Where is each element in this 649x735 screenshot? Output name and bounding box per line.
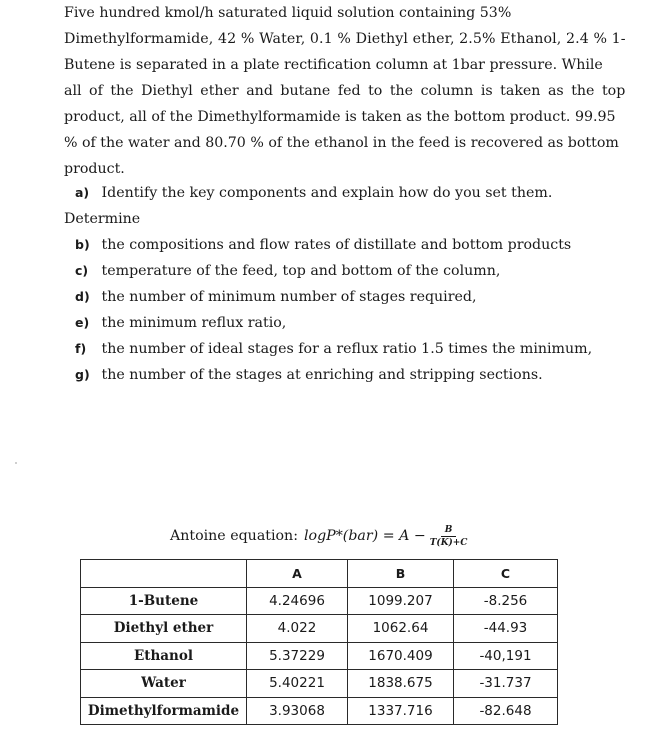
- problem-line-3: Butene is separated in a plate rectification column at 1bar pressure. While: [64, 57, 603, 73]
- question-f: [75, 336, 592, 362]
- problem-line-7: product.: [64, 161, 125, 177]
- question-text: the number of ideal stages for a reflux ratio 1.5 times the minimum,: [101, 341, 593, 357]
- problem-line-4: all of the Diethyl ether and butane fed to the column is taken as the top: [64, 83, 626, 99]
- word: containing: [399, 5, 476, 21]
- question-e: [75, 310, 286, 336]
- table-row: [81, 587, 558, 615]
- component-name: Diethyl ether: [81, 615, 247, 643]
- word: solution: [337, 5, 395, 21]
- question-text: the number of the stages at enriching and stripping sections.: [101, 367, 543, 383]
- antoine-lhs: logP*(bar) = A −: [303, 528, 426, 544]
- problem-statement: [64, 0, 626, 182]
- value-a: 5.37229: [247, 642, 348, 670]
- table-row: [81, 697, 558, 725]
- question-label: c): [75, 263, 89, 278]
- value-c: -44.93: [454, 615, 558, 643]
- word: saturated: [218, 5, 288, 21]
- question-d: [75, 284, 477, 310]
- question-text: the compositions and flow rates of distillate and bottom products: [101, 237, 572, 253]
- question-a: [75, 180, 552, 206]
- value-b: 1670.409: [348, 642, 454, 670]
- header-cell: C: [454, 560, 558, 588]
- question-label: e): [75, 315, 90, 330]
- value-a: 3.93068: [247, 697, 348, 725]
- determine-heading: Determine: [64, 211, 141, 227]
- word: Five: [64, 5, 95, 21]
- antoine-label: Antoine equation:: [170, 528, 298, 544]
- header-cell: B: [348, 560, 454, 588]
- value-c: -82.648: [454, 697, 558, 725]
- value-c: -31.737: [454, 670, 558, 698]
- question-label: g): [75, 367, 90, 382]
- value-a: 4.24696: [247, 587, 348, 615]
- question-b: [75, 232, 571, 258]
- component-name: Ethanol: [81, 642, 247, 670]
- value-b: 1099.207: [348, 587, 454, 615]
- question-label: d): [75, 289, 90, 304]
- antoine-denominator: T(K)+C: [429, 537, 468, 548]
- antoine-numerator: B: [441, 525, 457, 537]
- word: kmol/h: [164, 5, 214, 21]
- antoine-formula: [304, 525, 468, 548]
- problem-line-5: product, all of the Dimethylformamide is taken as the bottom product. 99.95: [64, 109, 616, 125]
- value-a: 5.40221: [247, 670, 348, 698]
- component-name: 1-Butene: [81, 587, 247, 615]
- question-text: the number of minimum number of stages required,: [101, 289, 477, 305]
- table-header-row: [81, 560, 558, 588]
- component-name: Water: [81, 670, 247, 698]
- problem-line-2: Dimethylformamide, 42 % Water, 0.1 % Diethyl ether, 2.5% Ethanol, 2.4 % 1-: [64, 31, 626, 47]
- table-row: [81, 642, 558, 670]
- word: 53%: [479, 5, 512, 21]
- question-g: [75, 362, 543, 388]
- question-text: temperature of the feed, top and bottom of the column,: [101, 263, 501, 279]
- value-a: 4.022: [247, 615, 348, 643]
- value-b: 1838.675: [348, 670, 454, 698]
- question-label: f): [75, 341, 87, 356]
- antoine-constants-table: [80, 559, 558, 725]
- header-cell: [81, 560, 247, 588]
- word: liquid: [291, 5, 333, 21]
- question-text: Identify the key components and explain how do you set them.: [101, 185, 553, 201]
- table-row: [81, 615, 558, 643]
- value-c: -8.256: [454, 587, 558, 615]
- header-cell: A: [247, 560, 348, 588]
- antoine-equation: [170, 520, 467, 552]
- problem-line-6: % of the water and 80.70 % of the ethanol in the feed is recovered as bottom: [64, 135, 619, 151]
- antoine-fraction: [430, 525, 468, 548]
- component-name: Dimethylformamide: [81, 697, 247, 725]
- stray-dot: [15, 462, 17, 464]
- problem-line-1: [64, 0, 621, 26]
- value-b: 1337.716: [348, 697, 454, 725]
- value-c: -40,191: [454, 642, 558, 670]
- question-label: a): [75, 185, 90, 200]
- question-c: [75, 258, 500, 284]
- table-row: [81, 670, 558, 698]
- question-label: b): [75, 237, 90, 252]
- word: hundred: [99, 5, 161, 21]
- question-text: the minimum reflux ratio,: [101, 315, 287, 331]
- value-b: 1062.64: [348, 615, 454, 643]
